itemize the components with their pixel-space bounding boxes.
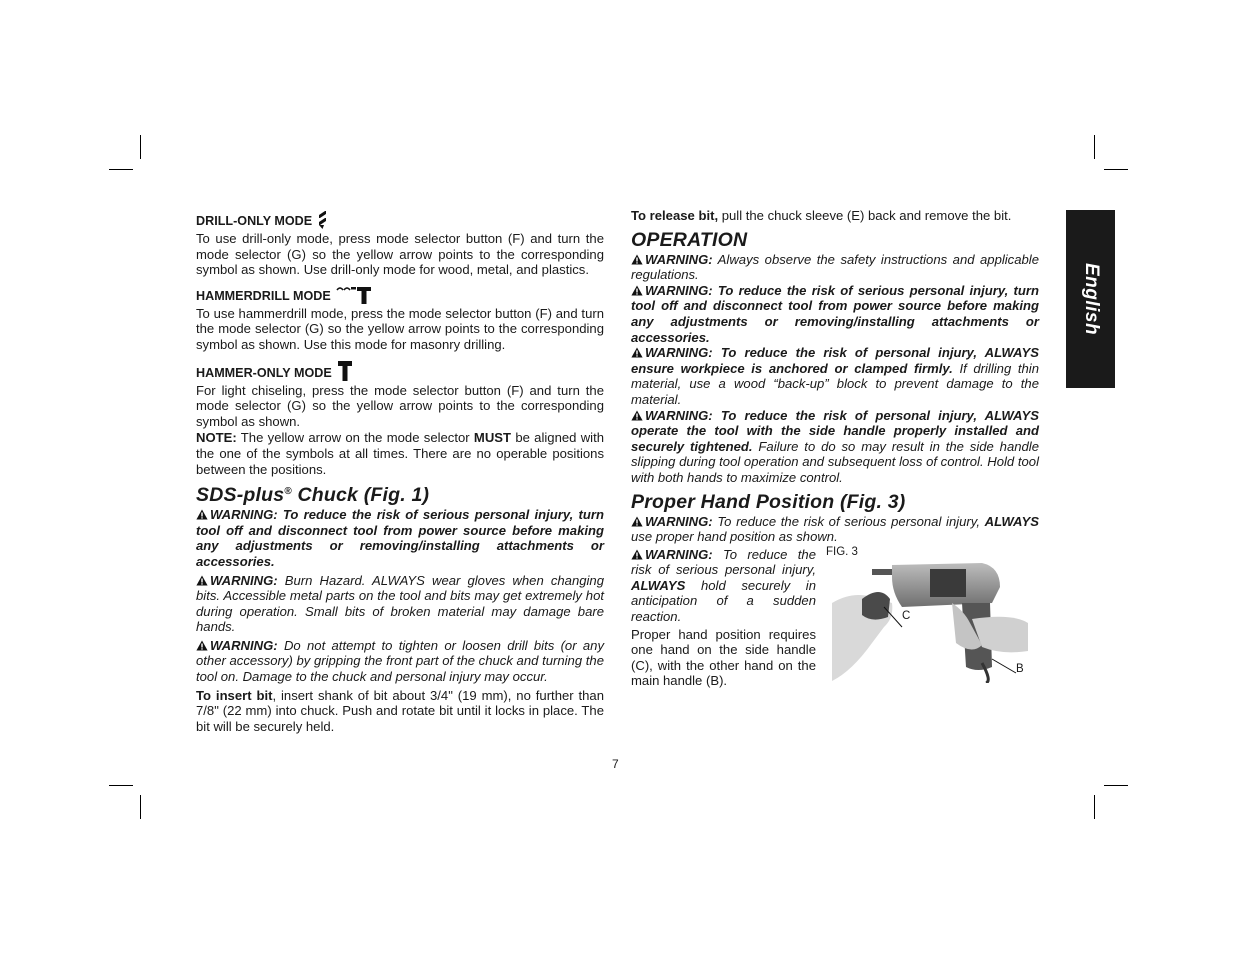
language-tab bbox=[1066, 210, 1115, 388]
hand-warning-1-always: ALWAYS bbox=[984, 513, 1039, 529]
fig-label-b: B bbox=[1016, 662, 1024, 675]
drill-only-body: To use drill-only mode, press mode selector button (F) and turn the mode selector (G) so the yellow arrow points to the corresponding symbol as shown. Use drill-only mode for wood, metal, and plastics. bbox=[196, 231, 604, 278]
hand-warning-2-label: WARNING: bbox=[645, 546, 713, 562]
warning-icon bbox=[196, 640, 208, 651]
hand-warning-1-label: WARNING: bbox=[645, 513, 713, 529]
note-text-2: be aligned with the one of the symbols at all times. There are no operable positions between the positions. bbox=[196, 430, 604, 477]
warning-icon bbox=[631, 410, 643, 421]
crop-mark bbox=[140, 795, 141, 819]
hammer-icon bbox=[337, 360, 353, 382]
op-warning-4-text: Failure to do so may result in the side handle slipping during tool operation and subsequent loss of control. Hold tool with both hands to maximize control. bbox=[631, 438, 1039, 485]
drill-only-title: DRILL-ONLY MODE bbox=[196, 214, 313, 229]
sds-heading-pre: SDS-plus bbox=[196, 484, 285, 507]
warning-icon bbox=[196, 509, 208, 520]
warning-3 bbox=[196, 638, 604, 685]
op-warning-3 bbox=[631, 345, 1039, 407]
hammerdrill-body: To use hammerdrill mode, press the mode selector button (F) and turn the mode selector (G) so the yellow arrow points to the corresponding symbol as shown. Use this mode for masonry drilling. bbox=[196, 305, 604, 352]
crop-mark bbox=[1104, 169, 1128, 170]
warning-2-label: WARNING: bbox=[210, 572, 278, 588]
right-column bbox=[631, 208, 1039, 689]
hammerdrill-icon bbox=[336, 285, 372, 305]
hand-warning-2-text: To reduce the risk of serious personal injury, bbox=[631, 546, 816, 578]
language-tab-label: English bbox=[1080, 262, 1102, 336]
op-warning-2-text: WARNING: To reduce the risk of serious personal injury, turn tool off and disconnect tool from power source before making any adjustments or removing/installing attachments or accessories. bbox=[631, 282, 1039, 345]
warning-icon bbox=[631, 347, 643, 358]
note-must: MUST bbox=[473, 430, 512, 446]
op-warning-1 bbox=[631, 252, 1039, 283]
note-paragraph bbox=[196, 430, 604, 477]
op-warning-3-text: If drilling thin material, use a wood “back-up” block to prevent damage to the material. bbox=[631, 360, 1039, 407]
op-warning-4-bold: WARNING: To reduce the risk of personal injury, ALWAYS operate the tool with the side handle properly installed and securely tightened. bbox=[631, 407, 1039, 454]
sds-heading bbox=[196, 481, 604, 506]
insert-bit-text: , insert shank of bit about 3/4" (19 mm), no further than 7/8" (22 mm) into chuck. Push and rotate bit until it locks in place. The bit will be securely held. bbox=[196, 687, 604, 734]
fig-3-label: FIG. 3 bbox=[826, 545, 858, 558]
note-text: The yellow arrow on the mode selector bbox=[236, 430, 474, 446]
warning-icon bbox=[631, 549, 643, 560]
insert-bit-paragraph bbox=[196, 688, 604, 735]
fig-label-c: C bbox=[902, 609, 911, 622]
op-warning-1-text: Always observe the safety instructions and applicable regulations. bbox=[631, 251, 1039, 283]
warning-1-text: WARNING: To reduce the risk of serious personal injury, turn tool off and disconnect tool from power source before making any adjustments or removing/installing attachments or accessories. bbox=[196, 507, 604, 569]
warning-3-label: WARNING: bbox=[210, 637, 278, 653]
left-column bbox=[196, 210, 604, 734]
note-label: NOTE: bbox=[196, 430, 237, 446]
op-warning-3-bold: WARNING: To reduce the risk of personal injury, ALWAYS ensure workpiece is anchored or clamped firmly. bbox=[631, 345, 1039, 376]
hand-text-column bbox=[631, 547, 816, 689]
release-bit-text: pull the chuck sleeve (E) back and remove the bit. bbox=[718, 208, 1012, 223]
drill-bit-icon bbox=[317, 210, 328, 230]
hand-position-section bbox=[631, 547, 1039, 689]
hammer-only-heading bbox=[196, 360, 604, 382]
op-warning-1-label: WARNING: bbox=[645, 251, 713, 267]
op-warning-4 bbox=[631, 408, 1039, 486]
warning-icon bbox=[196, 575, 208, 586]
crop-mark bbox=[140, 135, 141, 159]
sds-heading-post: Chuck (Fig. 1) bbox=[291, 484, 430, 507]
hand-position-heading: Proper Hand Position (Fig. 3) bbox=[631, 490, 906, 513]
release-bit-label: To release bit, bbox=[631, 208, 719, 223]
op-warning-2 bbox=[631, 283, 1039, 345]
hammer-only-body: For light chiseling, press the mode selector button (F) and turn the mode selector (G) so the yellow arrow points to the corresponding symbol as shown. bbox=[196, 382, 604, 429]
hammerdrill-title: HAMMERDRILL MODE bbox=[196, 289, 331, 304]
crop-mark bbox=[109, 785, 133, 786]
hand-warning-1 bbox=[631, 514, 1039, 545]
warning-icon bbox=[631, 254, 643, 265]
warning-icon bbox=[631, 516, 643, 527]
release-bit-paragraph bbox=[631, 208, 1039, 224]
warning-2 bbox=[196, 573, 604, 635]
hammerdrill-heading bbox=[196, 285, 604, 305]
crop-mark bbox=[1094, 135, 1095, 159]
hand-warning-2-text-2: hold securely in anticipation of a sudden reaction. bbox=[631, 577, 816, 625]
warning-3-text: Do not attempt to tighten or loosen drill bits (or any other accessory) by gripping the front part of the chuck and turning the tool on. Damage to the chuck and personal injury may occur. bbox=[196, 637, 604, 685]
page-number: 7 bbox=[612, 757, 619, 771]
hand-warning-1-text: To reduce the risk of serious personal injury, bbox=[712, 513, 985, 529]
insert-bit-label: To insert bit bbox=[196, 687, 273, 703]
hammer-only-title: HAMMER-ONLY MODE bbox=[196, 365, 332, 380]
hand-warning-2 bbox=[631, 547, 816, 625]
warning-icon bbox=[631, 285, 643, 296]
warning-2-text: Burn Hazard. ALWAYS wear gloves when changing bits. Accessible metal parts on the tool and bits may get extremely hot during operation. Small bits of broken material may damage bare hands. bbox=[196, 572, 604, 635]
crop-mark bbox=[1094, 795, 1095, 819]
crop-mark bbox=[1104, 785, 1128, 786]
figure-3 bbox=[826, 547, 1036, 687]
hand-warning-1-text-2: use proper hand position as shown. bbox=[631, 529, 838, 545]
warning-1 bbox=[196, 507, 604, 569]
drill-only-heading bbox=[196, 210, 604, 230]
operation-heading: OPERATION bbox=[631, 228, 748, 251]
crop-mark bbox=[109, 169, 133, 170]
hand-warning-2-always: ALWAYS bbox=[631, 577, 686, 593]
hand-position-illustration bbox=[832, 563, 1032, 683]
registered-mark: ® bbox=[284, 486, 292, 498]
hand-body: Proper hand position requires one hand on the side handle (C), with the other hand on the main handle (B). bbox=[631, 626, 816, 689]
